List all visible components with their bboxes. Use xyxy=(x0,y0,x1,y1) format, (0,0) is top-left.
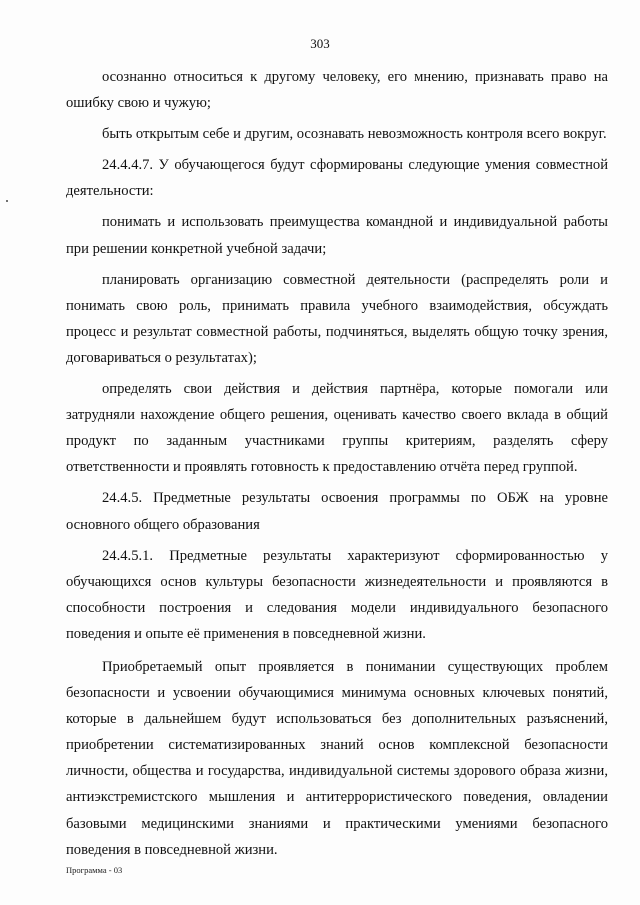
paragraph: планировать организацию совместной деятельности (распределять роли и понимать свою роль, принимать правила учебного взаимодействия, обсуждать процесс и результат совместной работы, подчиняться, выделять общую точку зрения, договариваться о результатах); xyxy=(66,271,608,366)
page-number: 303 xyxy=(310,36,330,51)
scan-speck xyxy=(6,200,8,202)
section-heading: 24.4.5. Предметные результаты освоения программы по ОБЖ на уровне основного общего образования xyxy=(66,490,608,533)
paragraph: Приобретаемый опыт проявляется в понимании существующих проблем безопасности и усвоении обучающимися минимума основных ключевых понятий, которые в дальнейшем будут использоваться без дополнительных разъяснений, приобретении систематизированных знаний основ комплексной безопасности личности, общества и государства, индивидуальной системы здорового образа жизни, антиэкстремистского мышления и антитеррористического поведения, овладении базовыми медицинскими знаниями и практическими умениями безопасного поведения в повседневной жизни. xyxy=(66,658,608,858)
paragraph: осознанно относиться к другому человеку, его мнению, признавать право на ошибку свою и чужую; xyxy=(66,69,608,112)
paragraph: быть открытым себе и другим, осознавать невозможность контроля всего вокруг. xyxy=(102,126,607,143)
footer-label: Программа - 03 xyxy=(66,865,123,875)
document-body xyxy=(66,64,608,863)
paragraph: определять свои действия и действия партнёра, которые помогали или затрудняли нахождение общего решения, оценивать качество своего вклада в общий продукт по заданным участниками группы критериям, разделять сферу ответственности и проявлять готовность к предоставлению отчёта перед группой. xyxy=(66,381,608,476)
paragraph: понимать и использовать преимущества командной и индивидуальной работы при решении конкретной учебной задачи; xyxy=(66,214,608,257)
paragraph: 24.4.5.1. Предметные результаты характеризуют сформированностью у обучающихся основ культуры безопасности жизнедеятельности и проявляются в способности построения и следования модели индивидуального безопасного поведения и опыте её применения в повседневной жизни. xyxy=(66,547,608,642)
paragraph: 24.4.4.7. У обучающегося будут сформированы следующие умения совместной деятельности: xyxy=(66,157,608,200)
